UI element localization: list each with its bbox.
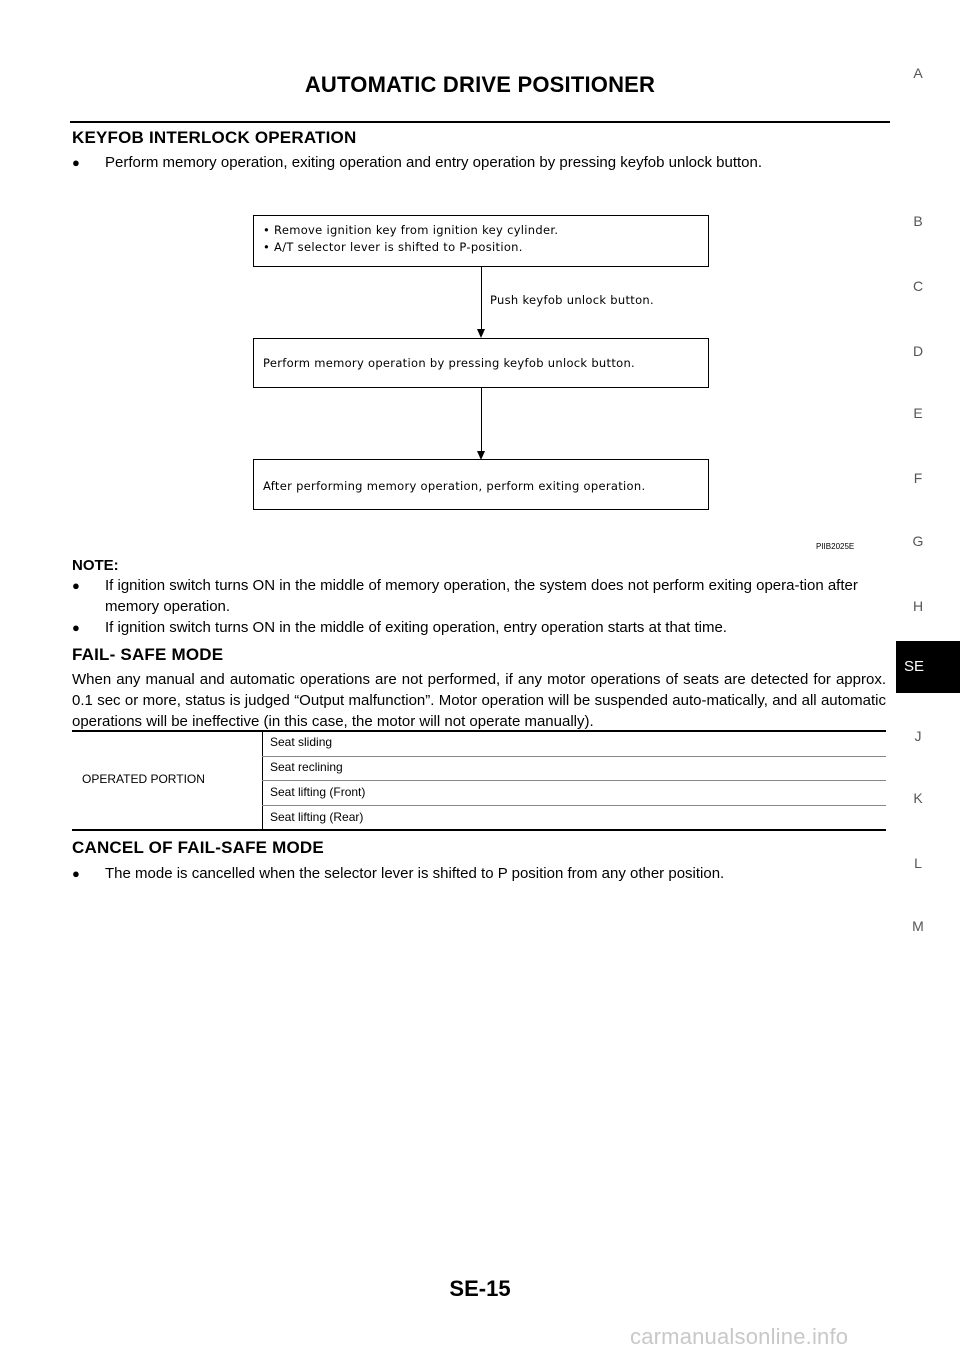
side-index-letter[interactable]: J	[914, 728, 922, 744]
side-index-active-tab[interactable]: SE	[896, 641, 960, 693]
table-top-rule	[72, 730, 886, 732]
footer-watermark: carmanualsonline.info	[630, 1324, 849, 1349]
flow-connector-1	[481, 267, 482, 329]
side-index-letter[interactable]: E	[913, 405, 923, 421]
side-index-letter[interactable]: M	[912, 918, 924, 934]
flow-connector-2	[481, 388, 482, 451]
table-row: Seat sliding	[270, 735, 333, 749]
flow-step-label: Push keyfob unlock button.	[490, 293, 654, 307]
side-index-letter[interactable]: D	[912, 343, 924, 359]
side-index-letter[interactable]: B	[913, 213, 923, 229]
table-row: Seat reclining	[270, 760, 343, 774]
note-item-text: If ignition switch turns ON in the middle of exiting operation, entry operation starts at that time.	[105, 619, 727, 636]
note-item	[72, 575, 887, 617]
side-index-letter[interactable]: K	[913, 790, 923, 806]
table-bottom-rule	[72, 829, 886, 831]
flow-box-conditions-line1: • Remove ignition key from ignition key cylinder.	[263, 223, 559, 237]
bullet-icon: ●	[72, 620, 80, 635]
side-index-letter[interactable]: L	[914, 855, 922, 871]
figure-id: PIIB2025E	[816, 542, 855, 551]
flow-box-memory: Perform memory operation by pressing keyfob unlock button.	[253, 338, 709, 388]
failsafe-paragraph: When any manual and automatic operations are not performed, if any motor operations of seats are detected for approx. 0.1 sec or more, status is judged “Output malfunction”. Motor operation will be suspended auto-matically, and all automatic operations will be ineffective (in this case, the motor will not operate manually).	[72, 671, 886, 730]
side-index-letter[interactable]: C	[912, 278, 924, 294]
table-row-rule	[262, 805, 886, 806]
table-row: Seat lifting (Rear)	[270, 810, 364, 824]
flow-box-exiting: After performing memory operation, perform exiting operation.	[253, 459, 709, 510]
note-item-text: If ignition switch turns ON in the middle of memory operation, the system does not perform exiting opera-tion after memory operation.	[105, 577, 858, 615]
page-title: AUTOMATIC DRIVE POSITIONER	[304, 72, 656, 97]
cancel-bullet-text: The mode is cancelled when the selector lever is shifted to P position from any other position.	[105, 865, 725, 882]
failsafe-heading: FAIL- SAFE MODE	[72, 645, 224, 664]
page-number: SE-15	[449, 1276, 511, 1301]
keyfob-bullet-text: Perform memory operation, exiting operation and entry operation by pressing keyfob unlock button.	[105, 154, 763, 171]
side-index-letter[interactable]: H	[912, 598, 924, 614]
table-row: Seat lifting (Front)	[270, 785, 366, 799]
flow-box-conditions-line2: • A/T selector lever is shifted to P-position.	[263, 240, 523, 254]
cancel-bullet	[72, 863, 887, 884]
keyfob-bullet	[72, 152, 887, 173]
bullet-icon: ●	[72, 866, 80, 881]
cancel-heading: CANCEL OF FAIL-SAFE MODE	[72, 838, 324, 857]
side-index-letter[interactable]: F	[913, 470, 923, 486]
keyfob-heading: KEYFOB INTERLOCK OPERATION	[72, 128, 357, 147]
note-label: NOTE:	[72, 557, 119, 574]
flow-box-conditions	[253, 215, 709, 267]
table-label: OPERATED PORTION	[82, 772, 205, 786]
note-item	[72, 617, 887, 638]
table-row-rule	[262, 780, 886, 781]
arrow-down-icon	[477, 329, 485, 338]
side-index-letter[interactable]: A	[913, 65, 923, 81]
side-index-letter[interactable]: G	[912, 533, 924, 549]
bullet-icon: ●	[72, 155, 80, 170]
table-row-rule	[262, 756, 886, 757]
title-rule	[70, 121, 890, 123]
bullet-icon: ●	[72, 578, 80, 593]
